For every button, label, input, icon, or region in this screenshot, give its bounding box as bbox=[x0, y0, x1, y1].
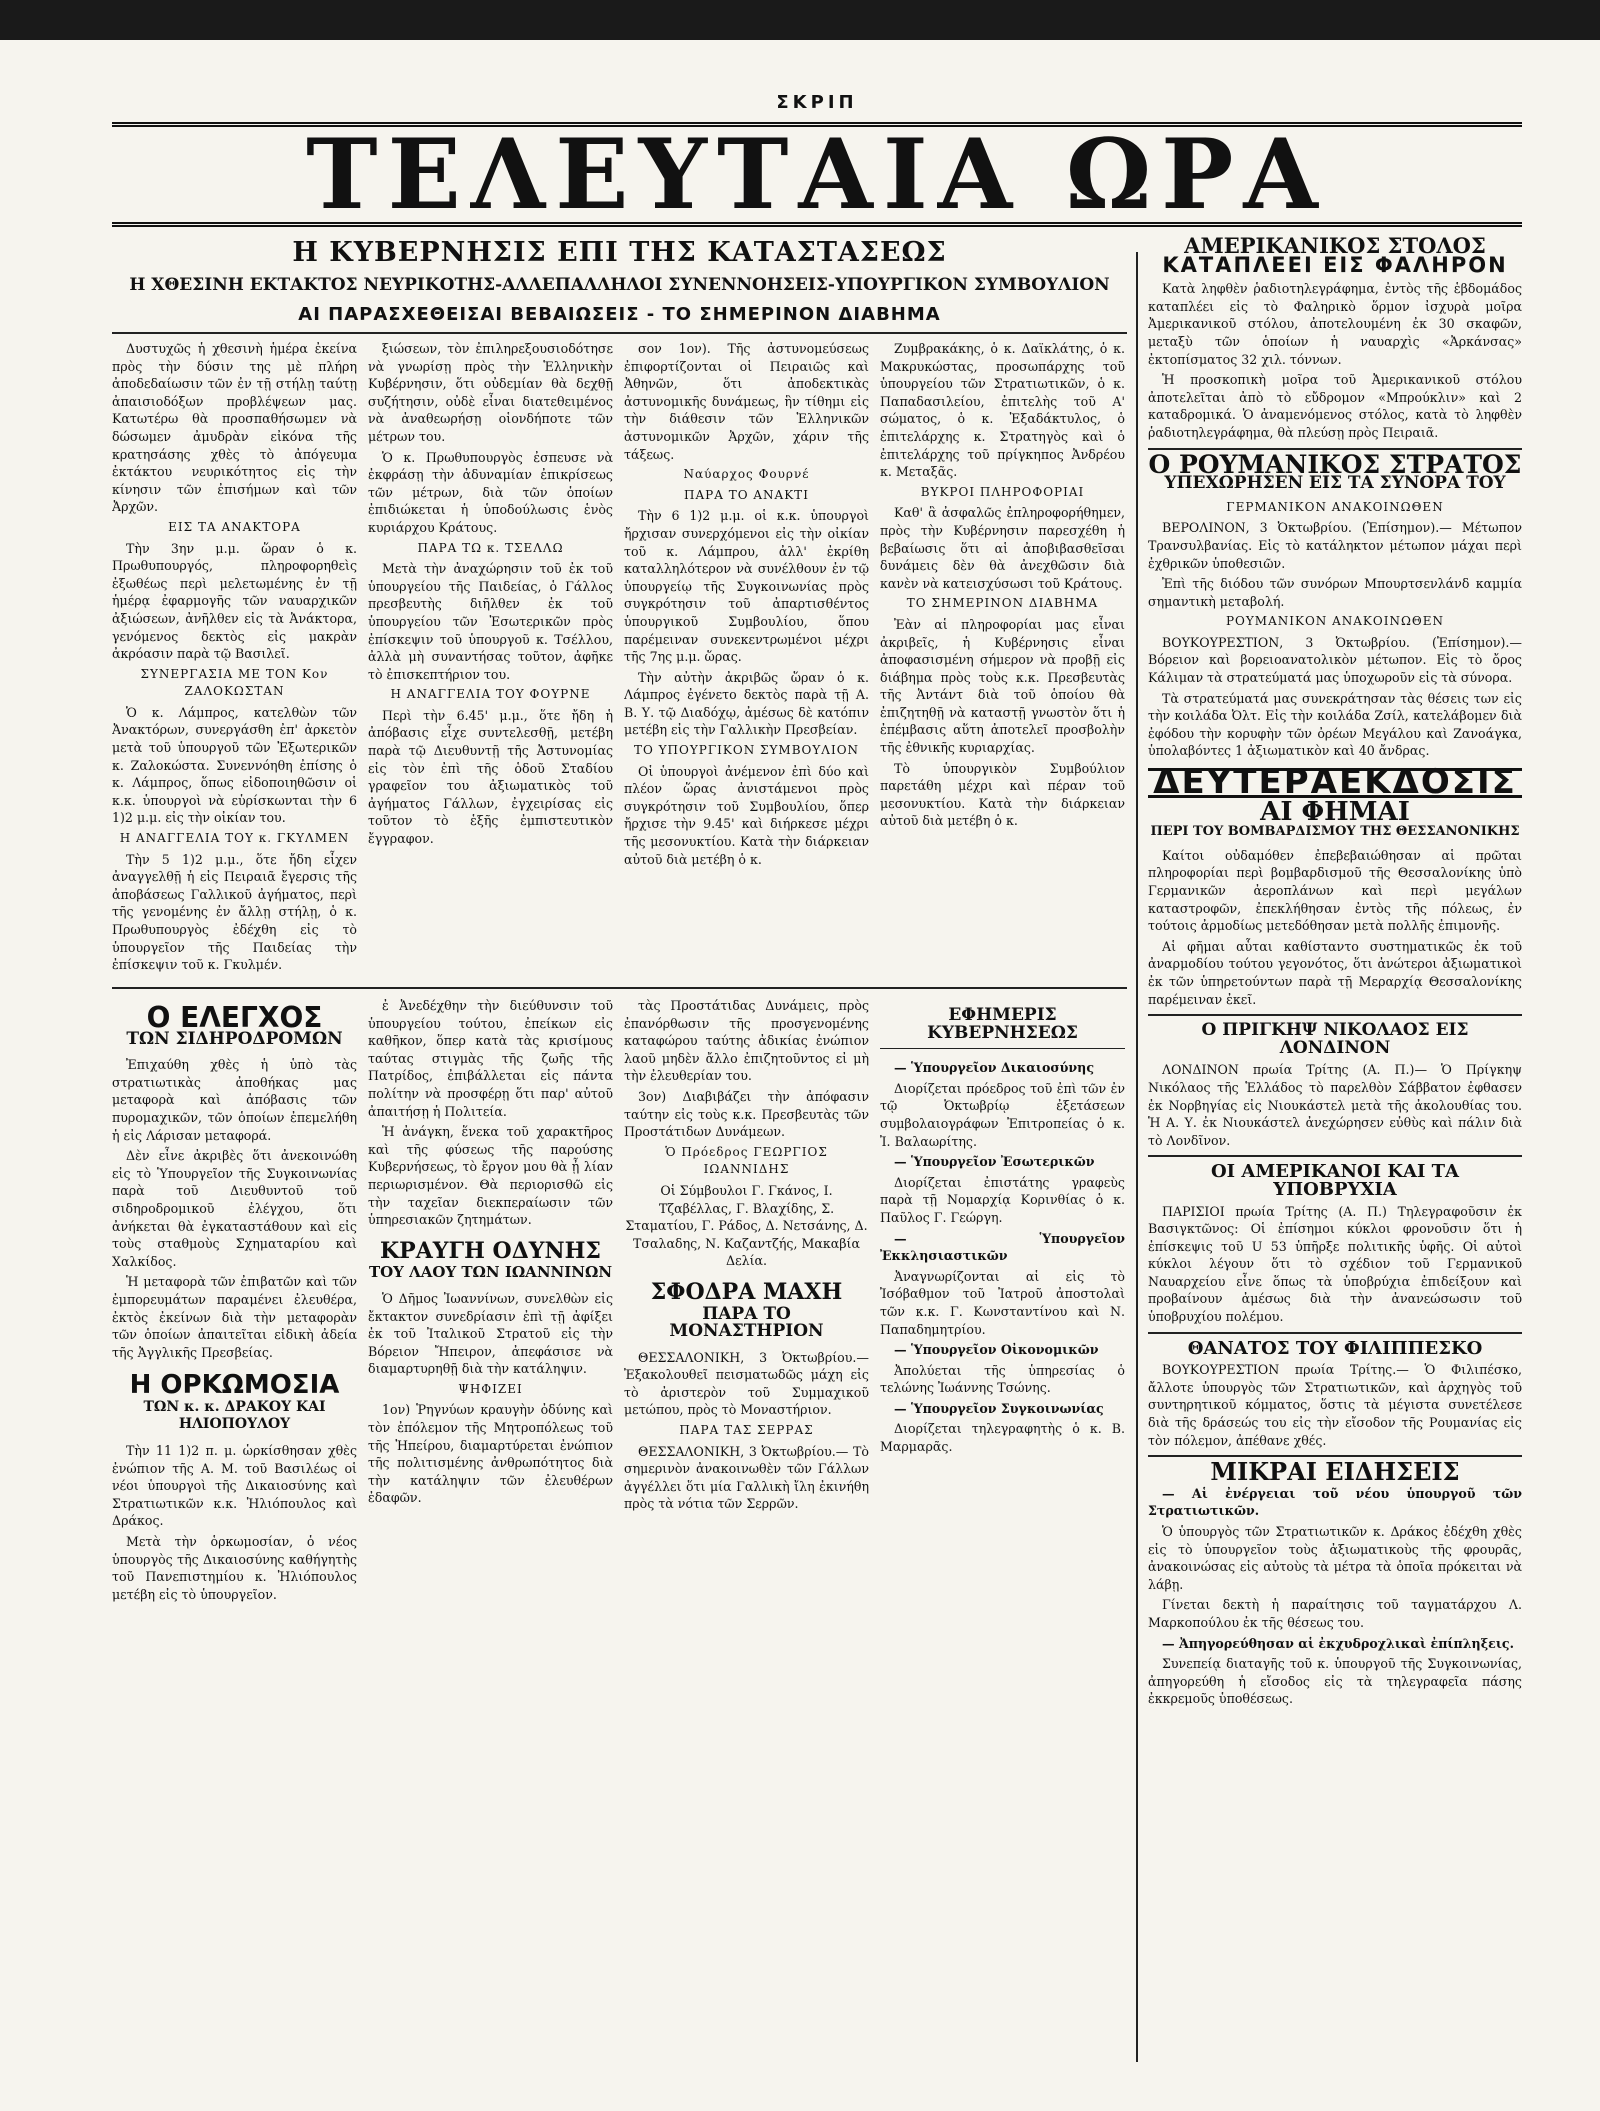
text-paragraph: Ἐπὶ τῆς διόδου τῶν συνόρων Μπουρτσενλάνδ καμμία σημαντικὴ μεταβολή. bbox=[1148, 576, 1522, 609]
text-paragraph: Τὰ στρατεύματά μας συνεκράτησαν τὰς θέσεις των εἰς τὴν κοιλάδα Ὀλτ. Εἰς τὴν κοιλάδα Ζσίλ, κατελάβομεν διὰ ἐφόδου τὴν κορυφὴν τῶν ὀρέων Μεγάλου καὶ Ζανοάγκα, ὑπολαβόντες 1 ἀξιωματικὸν καὶ 40 ἄνδρας. bbox=[1148, 690, 1522, 759]
text-paragraph: Μετὰ τὴν ὁρκωμοσίαν, ὁ νέος ὑπουργὸς τῆς Δικαιοσύνης καθήγητὴς τοῦ Πανεπιστημίου κ. Ἠλιόπουλος μετέβη εἰς τὸ ὑπουργεῖον. bbox=[112, 1534, 357, 1602]
text-paragraph: 3ον) Διαβιβάζει τὴν ἀπόφασιν ταύτην εἰς τοὺς κ.κ. Πρεσβευτὰς τῶν Προστάτιδων Δυνάμεων. bbox=[624, 1088, 869, 1140]
text-paragraph: Ὁ ὑπουργὸς τῶν Στρατιωτικῶν κ. Δράκος ἐδέχθη χθὲς εἰς τὸ ὑπουργεῖον τοὺς ἀξιωματικοὺς τῆς φρουρᾶς, ἀνακοινώσας εἰς αὐτοὺς τὰ μέτρα τὰ ὁποῖα πρόκειται νὰ λάβῃ. bbox=[1148, 1524, 1522, 1592]
text-paragraph: Δυστυχῶς ἡ χθεσινὴ ἡμέρα ἐκείνα πρὸς τὴν δύσιν της μὲ πλήρη ἀποδεδαίωσιν τῶν ἐν τῇ στήλῃ ταύτῃ ἀπαισιοδόξων προβλέψεων μας. Κατωτέρω θὰ προσπαθήσωμεν νὰ δώσωμεν ἀμυδρὰν εἰκόνα τῆς κρατησάσης χθὲς τὸ ἀπόγευμα ἐκτάκτου νευρικότητος εἰς τὴν κίνησιν τῶν ἐπισήμων καὶ τῶν Ἀρχῶν. bbox=[112, 341, 357, 515]
article-subtitle: ΚΑΤΑΠΛΕΕΙ ΕΙΣ ΦΑΛΗΡΟΝ bbox=[1162, 252, 1508, 277]
text-paragraph: Οἱ Σύμβουλοι Γ. Γκάνος, Ι. Τζαβέλλας, Γ. Βλαχίδης, Σ. Σταματίου, Γ. Ράδος, Δ. Νετσάνης, Δ. Τσαλαδης, Ν. Καζαντζής, Μακαβία Δελία. bbox=[625, 1182, 868, 1269]
text-paragraph: ΒΥΚΡΟΙ ΠΛΗΡΟΦΟΡΙΑΙ bbox=[920, 484, 1085, 499]
text-paragraph: Ἀπολύεται τῆς ὑπηρεσίας ὁ τελώνης Ἰωάννης Τσώνης. bbox=[880, 1362, 1125, 1396]
text-paragraph: Αἱ φῆμαι αὗται καθίσταντο συστηματικῶς ἐκ τοῦ ἀναρμοδίου τούτου γεγονότος, ὅτι ἀνώτεροι ἀξιωματικοὶ ἐκ τῶν ὑπηρετούντων παρὰ τῇ Μεραρχίᾳ Θεσσαλονίκης παρέμειναν ἐκεῖ. bbox=[1148, 938, 1522, 1007]
article-title: ΟΙ ΑΜΕΡΙΚΑΝΟΙ ΚΑΙ ΤΑ ΥΠΟΒΡΥΧΙΑ bbox=[1210, 1161, 1460, 1200]
article-subtitle: ΤΩΝ ΣΙΔΗΡΟΔΡΟΜΩΝ bbox=[126, 1028, 343, 1049]
text-paragraph: Οἱ ὑπουργοὶ ἀνέμενον ἐπὶ δύο καὶ πλέον ὥρας ἀνιστάμενοι πρὸς συγκρότησιν τοῦ Συμβουλίου, ὅπερ ἤρχισε τὴν 9.45' καὶ διήρκεσε μέχρι τῆς μεσονυκτίου. Κατὰ τὴν διάρκειαν αὐτοῦ διὰ μετέβη ὁ κ. bbox=[624, 763, 869, 867]
article-subtitle: ΠΑΡΑ ΤΟ ΜΟΝΑΣΤΗΡΙΟΝ bbox=[669, 1303, 824, 1342]
article-title: ΘΑΝΑΤΟΣ ΤΟΥ ΦΙΛΙΠΠΕΣΚΟ bbox=[1187, 1337, 1483, 1359]
text-paragraph: ΓΕΡΜΑΝΙΚΟΝ ΑΝΑΚΟΙΝΩΘΕΝ bbox=[1226, 499, 1444, 514]
article-title: ΣΦΟΔΡΑ ΜΑΧΗ bbox=[650, 1278, 843, 1305]
scan-top-edge bbox=[0, 0, 1600, 40]
main-subhead: Η ΧΘΕΣΙΝΗ ΕΚΤΑΚΤΟΣ ΝΕΥΡΙΚΟΤΗΣ-ΑΛΛΕΠΑΛΛΗΛΟΙ ΣΥΝΕΝΝΟΗΣΕΙΣ-ΥΠΟΥΡΓΙΚΟΝ ΣΥΜΒΟΥΛΙΟΝ bbox=[129, 275, 1110, 295]
article-title: ΑΙ ΦΗΜΑΙ bbox=[1260, 796, 1410, 827]
text-paragraph: Ναύαρχος Φουρνέ bbox=[683, 467, 810, 482]
article-elegchos bbox=[112, 997, 357, 2067]
article-kraugi bbox=[368, 997, 613, 2067]
text-paragraph: ΠΑΡΑ ΤΑΣ ΣΕΡΡΑΣ bbox=[679, 1423, 814, 1438]
text-paragraph: Τὴν 6 1)2 μ.μ. οἱ κ.κ. ὑπουργοὶ ἤρχισαν συνερχόμενοι εἰς τὴν οἰκίαν τοῦ κ. Λάμπρου, ἀλλ' ἐκρίθη καταλληλότερον νὰ συνέλθουν ἐν τῷ ὑπουργείῳ τῆς Συγκοινωνίας πρὸς συγκρότησιν τοῦ ἀπαρτισθέντος ὑπουργικοῦ Συμβουλίου, ὅπου παρέμειναν συνεκεντρωμένοι μέχρι τῆς 7ης μ.μ. ὥρας. bbox=[624, 508, 869, 665]
article-column-2 bbox=[368, 340, 613, 980]
divider bbox=[112, 987, 1127, 989]
article-title: ΚΡΑΥΓΗ ΟΔΥΝΗΣ bbox=[380, 1237, 601, 1264]
text-paragraph: σον 1ον). Τῆς ἀστυνομεύσεως ἐπιφορτίζονται οἱ Πειραιῶς καὶ Ἀθηνῶν, ὅτι ἀποδεκτικὰς ἀστυνομικῆς δυνάμεως, ἣν τίθημι εἰς τὴν διάθεσιν τῶν Ἑλληνικῶν ἀστυνομικῶν Ἀρχῶν, χάριν τῆς τάξεως. bbox=[624, 341, 869, 462]
text-paragraph: Μετὰ τὴν ἀναχώρησιν τοῦ ἐκ τοῦ ὑπουργείου τῆς Παιδείας, ὁ Γάλλος πρεσβευτὴς διῆλθεν ἐκ τοῦ ὑπουργείου τῶν Ἐσωτερικῶν πρὸς ἐπίσκεψιν τοῦ ὑπουργοῦ κ. Τσέλλου, ἀλλὰ μὴ συναντήσας τοῦτον, ἀφῆκε τὸ ἐπισκεπτήριον του. bbox=[368, 561, 613, 682]
main-deck: ΑΙ ΠΑΡΑΣΧΕΘΕΙΣΑΙ ΒΕΒΑΙΩΣΕΙΣ - ΤΟ ΣΗΜΕΡΙΝΟΝ ΔΙΑΒΗΜΑ bbox=[298, 304, 941, 325]
article-title: Ο ΡΟΥΜΑΝΙΚΟΣ ΣΤΡΑΤΟΣ bbox=[1148, 449, 1522, 479]
text-paragraph: ΛΟΝΔΙΝΟΝ πρωία Τρίτης (Α. Π.)— Ὁ Πρίγκηψ Νικόλαος τῆς Ἑλλάδος τὸ παρελθὸν Σάββατον ἐφθασεν ἐκ Νορβηγίας εἰς Νιουκάστελ μετὰ τῆς ἀκολουθίας του. Ἡ Α. Υ. ἐκ Νιουκάστελ ἀνεχώρησεν εὐθὺς καὶ πάλιν διὰ τὸ Λονδῖνον. bbox=[1148, 1062, 1522, 1148]
article-subtitle: ΤΟΥ ΛΑΟΥ ΤΩΝ ΙΩΑΝΝΙΝΩΝ bbox=[368, 1263, 613, 1282]
text-paragraph: ΒΕΡΟΛΙΝΟΝ, 3 Ὀκτωβρίου. (Ἐπίσημον).— Μέτωπον Τρανσυλβανίας. Εἰς τὸ κατάληκτον μέτωπον μάχαι περὶ ἐχθρικῶν ὑποθεσιῶν. bbox=[1148, 520, 1522, 571]
second-edition-banner: ΔΕΥΤΕΡΑΕΚΔΟΣΙΣ bbox=[1148, 768, 1522, 798]
text-paragraph: — Ὑπουργεῖον Δικαιοσύνης bbox=[894, 1060, 1094, 1076]
text-paragraph: Ὁ Δῆμος Ἰωαννίνων, συνελθὼν εἰς ἔκτακτον συνεδρίασιν ἐπὶ τῇ ἀφίξει ἐκ τοῦ Ἰταλικοῦ Στρατοῦ εἰς τὴν Βόρειον Ἤπειρον, ἀπεφάσισε νὰ διαμαρτυρηθῇ διὰ τὴν κατάληψιν. bbox=[368, 1290, 613, 1377]
article-title: ΕΦΗΜΕΡΙΣ ΚΥΒΕΡΝΗΣΕΩΣ bbox=[880, 1007, 1125, 1049]
text-paragraph: Ὁ κ. Λάμπρος, κατελθὼν τῶν Ἀνακτόρων, συνεργάσθη ἐπ' ἀρκετὸν μετὰ τοῦ ὑπουργοῦ τῶν Ἐξωτερικῶν κ. Ζαλοκώστα. Συνεννόηθη ἐπίσης ὁ κ. Λάμπρος, ὅπως εἰδοποιηθῶσιν οἱ κ.κ. ὑπουργοὶ νὰ εὑρίσκωνται τὴν 6 1)2 μ.μ. εἰς τὴν οἰκίαν του. bbox=[112, 704, 357, 826]
article-subtitle: ΤΩΝ κ. κ. ΔΡΑΚΟΥ ΚΑΙ ΗΛΙΟΠΟΥΛΟΥ bbox=[143, 1398, 326, 1433]
paper-name: ΣΚΡΙΠ bbox=[776, 92, 858, 113]
text-paragraph: Τὸ ὑπουργικὸν Συμβούλιον παρετάθη μέχρι καὶ πέραν τοῦ μεσονυκτίου. Κατὰ τὴν διάρκειαν αὐτοῦ διὰ μετέβη ὁ κ. bbox=[880, 760, 1125, 829]
text-paragraph: Τὴν αὐτὴν ἀκριβῶς ὥραν ὁ κ. Λάμπρος ἐγένετο δεκτὸς παρὰ τῇ Α. Β. Υ. τῷ Διαδόχῳ, ἀμέσως δὲ κατόπιν μετέβη εἰς τὴν Γαλλικὴν Πρεσβείαν. bbox=[624, 669, 869, 738]
text-paragraph: ΘΕΣΣΑΛΟΝΙΚΗ, 3 Ὀκτωβρίου.— Τὸ σημερινὸν ἀνακοινωθὲν τῶν Γάλλων ἀγγέλλει ὅτι μία Γαλλικὴ ἴλη ἐκινήθη πρὸς τὰ νότια τῶν Σερρῶν. bbox=[624, 1443, 869, 1512]
text-paragraph: ΠΑΡΙΣΙΟΙ πρωία Τρίτης (Α. Π.) Τηλεγραφοῦσιν ἐκ Βασιγκτῶνος: Οἱ ἐπίσημοι κύκλοι φρονοῦσιν ὅτι ἡ ἐπίσκεψις τοῦ U 53 ὑπῆρξε πολιτικῆς ὑφῆς. Οἱ αὐτοὶ κύκλοι λέγουν ὅτι τὸ σχέδιον τοῦ Γερμανικοῦ Ναυαρχείου εἶνε ὅπως τὰ ὑποβρύχια ἐπιδείξουν καὶ προβαίνουν ἀμέσως διὰ τὴν ἀνανεώσωσιν τοῦ ὑποβρυχίου πολέμου. bbox=[1148, 1203, 1522, 1325]
text-paragraph: Ἐπιχαύθη χθὲς ἡ ὑπὸ τὰς στρατιωτικὰς ἀποθήκας μας μεταφορὰ καὶ ἀπόβασις τῶν πυρομαχικῶν, τῶν ὁποίων ἐπεμελήθη ἡ εἰς Λάρισαν μεταφορά. bbox=[112, 1057, 357, 1143]
text-paragraph: Ἡ μεταφορὰ τῶν ἐπιβατῶν καὶ τῶν ἐμπορευμάτων παραμένει ἐλευθέρα, ἐκτὸς ἐκείνων διὰ τὴν μεταφορὰν τῶν ὁποίων ἀπαιτεῖται εἰδικὴ ἀδεία τῆς Ἀγγλικῆς Πρεσβείας. bbox=[112, 1274, 357, 1360]
text-paragraph: Ἡ ἀνάγκη, ἕνεκα τοῦ χαρακτῆρος καὶ τῆς φύσεως τῆς παρούσης Κυβερνήσεως, τὸ ἔργον μου θὰ ᾖ λίαν περιωρισμένον. Θὰ περιορισθῶ εἰς τὴν ταχεῖαν διεκπεραίωσιν τῶν ὑπηρεσιακῶν ζητημάτων. bbox=[368, 1124, 613, 1228]
text-paragraph: Δὲν εἶνε ἀκριβὲς ὅτι ἀνεκοινώθη εἰς τὸ Ὑπουργεῖον τῆς Συγκοινωνίας παρὰ τοῦ Διευθυντοῦ τοῦ σιδηροδρομικοῦ ἐλέγχου, ὅτι ἀνήκεται θὰ ἐγκαταστάθουν καὶ εἰς τοὺς σταθμοὺς Σχηματαρίου καὶ Χαλκίδος. bbox=[112, 1148, 357, 1269]
newspaper-page bbox=[112, 92, 1522, 2072]
text-paragraph: Καίτοι οὐδαμόθεν ἐπεβεβαιώθησαν αἱ πρῶται πληροφορίαι περὶ βομβαρδισμοῦ τῆς Θεσσαλονίκης ὑπὸ Γερμανικῶν ἀεροπλάνων καὶ περὶ μεγάλων καταστροφῶν, ἐπεκλήθησαν ἐντὸς τῆς πόλεως, ἐν τούτοις ἀρμοδίως μετεδόθησαν μετὰ πολλῆς ἐπιμονῆς. bbox=[1148, 847, 1522, 934]
text-paragraph: ΠΑΡΑ ΤΟ ΑΝΑΚΤΙ bbox=[684, 487, 809, 502]
text-paragraph: Τὴν 11 1)2 π. μ. ὡρκίσθησαν χθὲς ἐνώπιον τῆς Α. Μ. τοῦ Βασιλέως οἱ νέοι ὑπουργοὶ τῆς Δικαιοσύνης καὶ Στρατιωτικῶν κ.κ. Ἠλιόπουλος καὶ Δράκος. bbox=[112, 1443, 357, 1529]
text-paragraph: ΣΥΝΕΡΓΑΣΙΑ ΜΕ ΤΟΝ Κον ΖΑΛΟΚΩΣΤΑΝ bbox=[140, 666, 329, 699]
article-title: Ο ΠΡΙΓΚΗΨ ΝΙΚΟΛΑΟΣ ΕΙΣ ΛΟΝΔΙΝΟΝ bbox=[1201, 1020, 1469, 1058]
article-title: Ο ΕΛΕΓΧΟΣ bbox=[146, 1001, 323, 1034]
divider bbox=[112, 332, 1127, 334]
text-paragraph: Περὶ τὴν 6.45' μ.μ., ὅτε ἤδη ἡ ἀπόβασις εἶχε συντελεσθῇ, μετέβη παρὰ τῷ Διευθυντῇ τῆς Ἀστυνομίας εἰς τὸν ἐπὶ τῆς ὁδοῦ Σταδίου γραφεῖον του ἀξιωματικὸς τοῦ ἀγήματος Γάλλων, ἐγχειρίσας εἰς τοῦτον τὸ ἑξῆς ἐμπιστευτικὸν ἔγγραφον. bbox=[368, 707, 613, 847]
text-paragraph: Διορίζεται πρόεδρος τοῦ ἐπὶ τῶν ἐν τῷ Ὀκτωβρίῳ ἐξετάσεων συμβολαιογράφων Ἐπιτροπείας ὁ κ. Ἰ. Βαλαωρίτης. bbox=[880, 1080, 1125, 1149]
section-masthead: ΤΕΛΕΥΤΑΙΑ ΩΡΑ bbox=[112, 122, 1522, 227]
text-paragraph: Ὁ κ. Πρωθυπουργὸς ἐσπευσε νὰ ἐκφράσῃ τὴν ἀδυναμίαν ἐπικρίσεως τῶν μέτρων, διὰ τῶν ὁποίων ἐπιδιώκεται ἡ ὑποδούλωσις ἑνὸς κυριάρχου Κράτους. bbox=[368, 449, 613, 535]
text-paragraph: ΒΟΥΚΟΥΡΕΣΤΙΟΝ, 3 Ὀκτωβρίου. (Ἐπίσημον).— Βόρειον καὶ βορειοανατολικὸν μέτωπον. Εἰς τὸ ὄρος Κάλιμαν τὰ στρατεύματά μας ὑποχωροῦν εἰς τὰ σύνορα. bbox=[1148, 634, 1522, 686]
text-paragraph: Διορίζεται ἐπιστάτης γραφεὺς παρὰ τῇ Νομαρχίᾳ Κορινθίας ὁ κ. Παῦλος Γ. Γεώργη. bbox=[880, 1174, 1125, 1225]
text-paragraph: — Ὑπουργεῖον Συγκοινωνίας bbox=[894, 1400, 1104, 1416]
article-title: Η ΟΡΚΩΜΟΣΙΑ bbox=[129, 1370, 340, 1401]
article-column-1 bbox=[112, 340, 357, 980]
right-column bbox=[1148, 237, 1522, 2067]
article-subtitle: ΥΠΕΧΩΡΗΣΕΝ ΕΙΣ ΤΑ ΣΥΝΟΡΑ ΤΟΥ bbox=[1164, 473, 1506, 494]
text-paragraph: 1ον) Ῥηγνύων κραυγὴν ὀδύνης καὶ τὸν ἐπόλεμον τῆς Μητροπόλεως τοῦ τῆς Ἠπείρου, διαμαρτύρεται ἐνώπιον τῆς πολιτισμένης ἀνθρωπότητος διὰ τὴν κατάληψιν τῶν ἐλευθέρων ἐδαφῶν. bbox=[368, 1402, 613, 1506]
divider bbox=[1148, 1014, 1522, 1016]
text-paragraph: Ἐὰν αἱ πληροφορίαι μας εἶναι ἀκριβεῖς, ἡ Κυβέρνησις εἶναι ἀποφασισμένη σήμερον νὰ προβῇ εἰς διάβημα πρὸς τοὺς κ.κ. Πρεσβευτὰς τῆς Ἀντάντ διὰ τοῦ ὁποίου θὰ ἐπιζητηθῇ νὰ καταστῇ γνωστὸν ὅτι ἡ ἐπέμβασις αὕτη ἀποτελεῖ προσβολὴν τῆς ἐθνικῆς κυριαρχίας. bbox=[880, 616, 1125, 756]
text-paragraph: ΠΑΡΑ ΤΩ κ. ΤΣΕΛΛΩ bbox=[417, 540, 564, 555]
text-paragraph: ΤΟ ΥΠΟΥΡΓΙΚΟΝ ΣΥΜΒΟΥΛΙΟΝ bbox=[633, 743, 860, 758]
text-paragraph: Τὴν 5 1)2 μ.μ., ὅτε ἤδη εἶχεν ἀναγγελθῇ ἡ εἰς Πειραιᾶ ἔγερσις τῆς ἀποβάσεως Γαλλικοῦ ἀγήματος, περὶ τῆς γενομένης ἐν ἄλλῃ στήλῃ, ὁ κ. Πρωθυπουργὸς ἐδέχθη εἰς τὸ ὑπουργεῖον τῆς Παιδείας τὴν ἐπίσκεψιν τοῦ κ. Γκυλμέν. bbox=[112, 851, 357, 973]
column-rule bbox=[1136, 252, 1138, 2062]
text-paragraph: — Ὑπουργεῖον Οἰκονομικῶν bbox=[894, 1342, 1099, 1358]
text-paragraph: Ὁ Πρόεδρος ΓΕΩΡΓΙΟΣ ΙΩΑΝΝΙΔΗΣ bbox=[665, 1144, 828, 1177]
text-paragraph: ΒΟΥΚΟΥΡΕΣΤΙΟΝ πρωία Τρίτης.— Ὁ Φιλιπέσκο, ἄλλοτε ὑπουργὸς τῶν Στρατιωτικῶν, καὶ ἀρχηγὸς τοῦ συντηρητικοῦ κόμματος, ὅστις τὰ μέγιστα συνετέλεσε διὰ τῆς δράσεώς του εἰς τὴν εἴσοδον τῆς Ρουμανίας εἰς τὸν πόλεμον, ἀπέθανε χθές. bbox=[1148, 1362, 1522, 1448]
text-paragraph: — Ὑπουργεῖον Ἐσωτερικῶν bbox=[894, 1154, 1095, 1170]
text-paragraph: Ζυμβρακάκης, ὁ κ. Δαϊκλάτης, ὁ κ. Μακρυκώστας, προσωπάρχης τοῦ ὑπουργείου τῶν Στρατιωτικῶν, ὁ κ. Παπαδασιλείου, ἐπιτελὴς τοῦ Α' σώματος, ὁ κ. Ἐξαδάκτυλος, ὁ ἐπιτελάρχης κ. Στρατηγὸς καὶ ὁ ἐπιτελάρχης τοῦ πρίγκηπος Ἀνδρέου κ. Μεταξᾶς. bbox=[880, 341, 1125, 480]
text-paragraph: ΘΕΣΣΑΛΟΝΙΚΗ, 3 Ὀκτωβρίου.— Ἐξακολουθεῖ πεισματωδῶς μάχη εἰς τὸ ἀριστερὸν τοῦ Συμμαχικοῦ μετώπου, πρὸς τὸ Μοναστήριον. bbox=[624, 1349, 869, 1418]
article-subtitle: ΠΕΡΙ ΤΟΥ ΒΟΜΒΑΡΔΙΣΜΟΥ ΤΗΣ ΘΕΣΣΑΝΟΝΙΚΗΣ bbox=[1150, 824, 1520, 840]
text-paragraph: Κατὰ ληφθὲν ῥαδιοτηλεγράφημα, ἐντὸς τῆς ἑβδομάδος καταπλέει εἰς τὸ Φαληρικὸ ὅρμον ἰσχυρὰ μοῖρα Ἀμερικανικοῦ στόλου, ἀποτελουμένη ἐκ 30 σκαφῶν, μεταξὺ τῶν ὁποίων ἡ ναυαρχὶς «Ἀρκάνσας» ἐκτοπίσματος 32 χιλ. τόννων. bbox=[1148, 281, 1522, 367]
text-paragraph: Συνεπείᾳ διαταγῆς τοῦ κ. ὑπουργοῦ τῆς Συγκοινωνίας, ἀπηγορεύθη ἡ εἴσοδος εἰς τὰ τηλεγραφεῖα πάσης ἐκκρεμοῦς ὑποθέσεως. bbox=[1148, 1656, 1522, 1707]
text-paragraph: ΨΗΦΙΖΕΙ bbox=[458, 1381, 523, 1396]
text-paragraph: ΕΙΣ ΤΑ ΑΝΑΚΤΟΡΑ bbox=[168, 519, 301, 534]
article-title: ΑΜΕΡΙΚΑΝΙΚΟΣ ΣΤΟΛΟΣ bbox=[1184, 237, 1486, 258]
divider bbox=[1148, 1332, 1522, 1334]
article-column-4 bbox=[880, 340, 1125, 980]
text-paragraph: Καθ' ἃ ἀσφαλῶς ἐπληροφορήθημεν, πρὸς τὴν Κυβέρνησιν παρεσχέθη ἡ βεβαίωσις ὅτι αἱ ἀποβιβασθεῖσαι δυνάμεις δὲν θὰ ἀνεχθῶσιν διὰ κανὲν νὰ κατεισχύσωσι τοῦ Κράτους. bbox=[880, 505, 1125, 591]
text-paragraph: — Ὑπουργεῖον Ἐκκλησιαστικῶν bbox=[880, 1230, 1125, 1264]
text-paragraph: — Ἀπηγορεύθησαν αἱ ἐκχυδροχλικαὶ ἐπίπληξεις. bbox=[1162, 1635, 1514, 1651]
text-paragraph: ΤΟ ΣΗΜΕΡΙΝΟΝ ΔΙΑΒΗΜΑ bbox=[906, 596, 1099, 611]
text-paragraph: Η ΑΝΑΓΓΕΛΙΑ ΤΟΥ κ. ΓΚΥΛΜΕΝ bbox=[119, 831, 350, 846]
text-paragraph: τὰς Προστάτιδας Δυνάμεις, πρὸς ἐπανόρθωσιν τῆς προσγενομένης καταφώρου ταύτης ἀδικίας ἐνώπιον λαοῦ μηδὲν ἄλλο ἐπιζητοῦντος εἰ μὴ τὴν ἐλευθερίαν του. bbox=[624, 998, 869, 1084]
text-paragraph: Η ΑΝΑΓΓΕΛΙΑ ΤΟΥ ΦΟΥΡΝΕ bbox=[390, 687, 591, 702]
text-paragraph: ἐ Ἀνεδέχθην τὴν διεύθυνσιν τοῦ ὑπουργείου τούτου, ἐπείκων εἰς καθῆκον, ὅπερ κατὰ τὰς κρισίμους ταύτας στιγμὰς τῆς ζωῆς τῆς Πατρίδος, ἐπιβάλλεται εἰς πάντα πολίτην νὰ προσφέρῃ ὅτι παρ' αὐτοῦ ἀπαιτήσῃ ἡ Πολιτεία. bbox=[368, 998, 613, 1119]
text-paragraph: ξιώσεων, τὸν ἐπιληρεξουσιοδότησε νὰ γνωρίσῃ πρὸς τὴν Ἑλληνικὴν Κυβέρνησιν, ὅτι οὐδεμίαν θὰ δεχθῇ συζήτησιν, οὐδὲ εἶναι διατεθειμένος νὰ ἀναθεωρήσῃ οἱονδήποτε τῶν μέτρων του. bbox=[368, 341, 613, 444]
article-title: ΜΙΚΡΑΙ ΕΙΔΗΣΕΙΣ bbox=[1210, 1457, 1460, 1487]
article-efimeris bbox=[880, 997, 1125, 2067]
article-column-3 bbox=[624, 340, 869, 980]
text-paragraph: Τὴν 3ην μ.μ. ὥραν ὁ κ. Πρωθυπουργός, πληροφορηθεὶς ἐξωθέως περὶ μελετωμένης ἐν τῇ ἡμέρᾳ ἐφαρμογῆς τῶν ναυαρχικῶν ἀξιώσεων, ἀνῆλθεν εἰς τὰ Ἀνάκτορα, γενόμενος δεκτὸς εἰς μακρὰν ἀκρόασιν παρὰ τῷ Βασιλεῖ. bbox=[112, 540, 357, 662]
main-headline: Η ΚΥΒΕΡΝΗΣΙΣ ΕΠΙ ΤΗΣ ΚΑΤΑΣΤΑΣΕΩΣ bbox=[292, 237, 947, 268]
text-paragraph: — Αἱ ἐνέργειαι τοῦ νέου ὑπουργοῦ τῶν Στρατιωτικῶν. bbox=[1148, 1485, 1522, 1519]
text-paragraph: Γίνεται δεκτὴ ἡ παραίτησις τοῦ ταγματάρχου Λ. Μαρκοπούλου ἐκ τῆς θέσεως του. bbox=[1148, 1597, 1522, 1630]
article-mahi bbox=[624, 997, 869, 2067]
divider bbox=[1148, 1155, 1522, 1157]
text-paragraph: ΡΟΥΜΑΝΙΚΟΝ ΑΝΑΚΟΙΝΩΘΕΝ bbox=[1225, 614, 1445, 629]
text-paragraph: Ἀναγνωρίζονται αἱ εἰς τὸ Ἰσόβαθμον τοῦ Ἰατροῦ ἀποστολαὶ τῶν κ.κ. Γ. Κωνσταντίνου καὶ Ν. Παπαδημητρίου. bbox=[880, 1268, 1125, 1337]
text-paragraph: Ἡ προσκοπικὴ μοῖρα τοῦ Ἀμερικανικοῦ στόλου ἀποτελεῖται ἀπὸ τὸ εὔδρομον «Μπρούκλιν» καὶ 2 καταδρομικά. Ὁ ἀναμενόμενος στόλος, κατὰ τὸ ληφθὲν ῥαδιοτηλεγράφημα, θὰ πλεύσῃ πρὸς Πειραιᾶ. bbox=[1148, 372, 1522, 440]
text-paragraph: Διορίζεται τηλεγραφητὴς ὁ κ. Β. Μαρμαρᾶς. bbox=[880, 1421, 1125, 1455]
